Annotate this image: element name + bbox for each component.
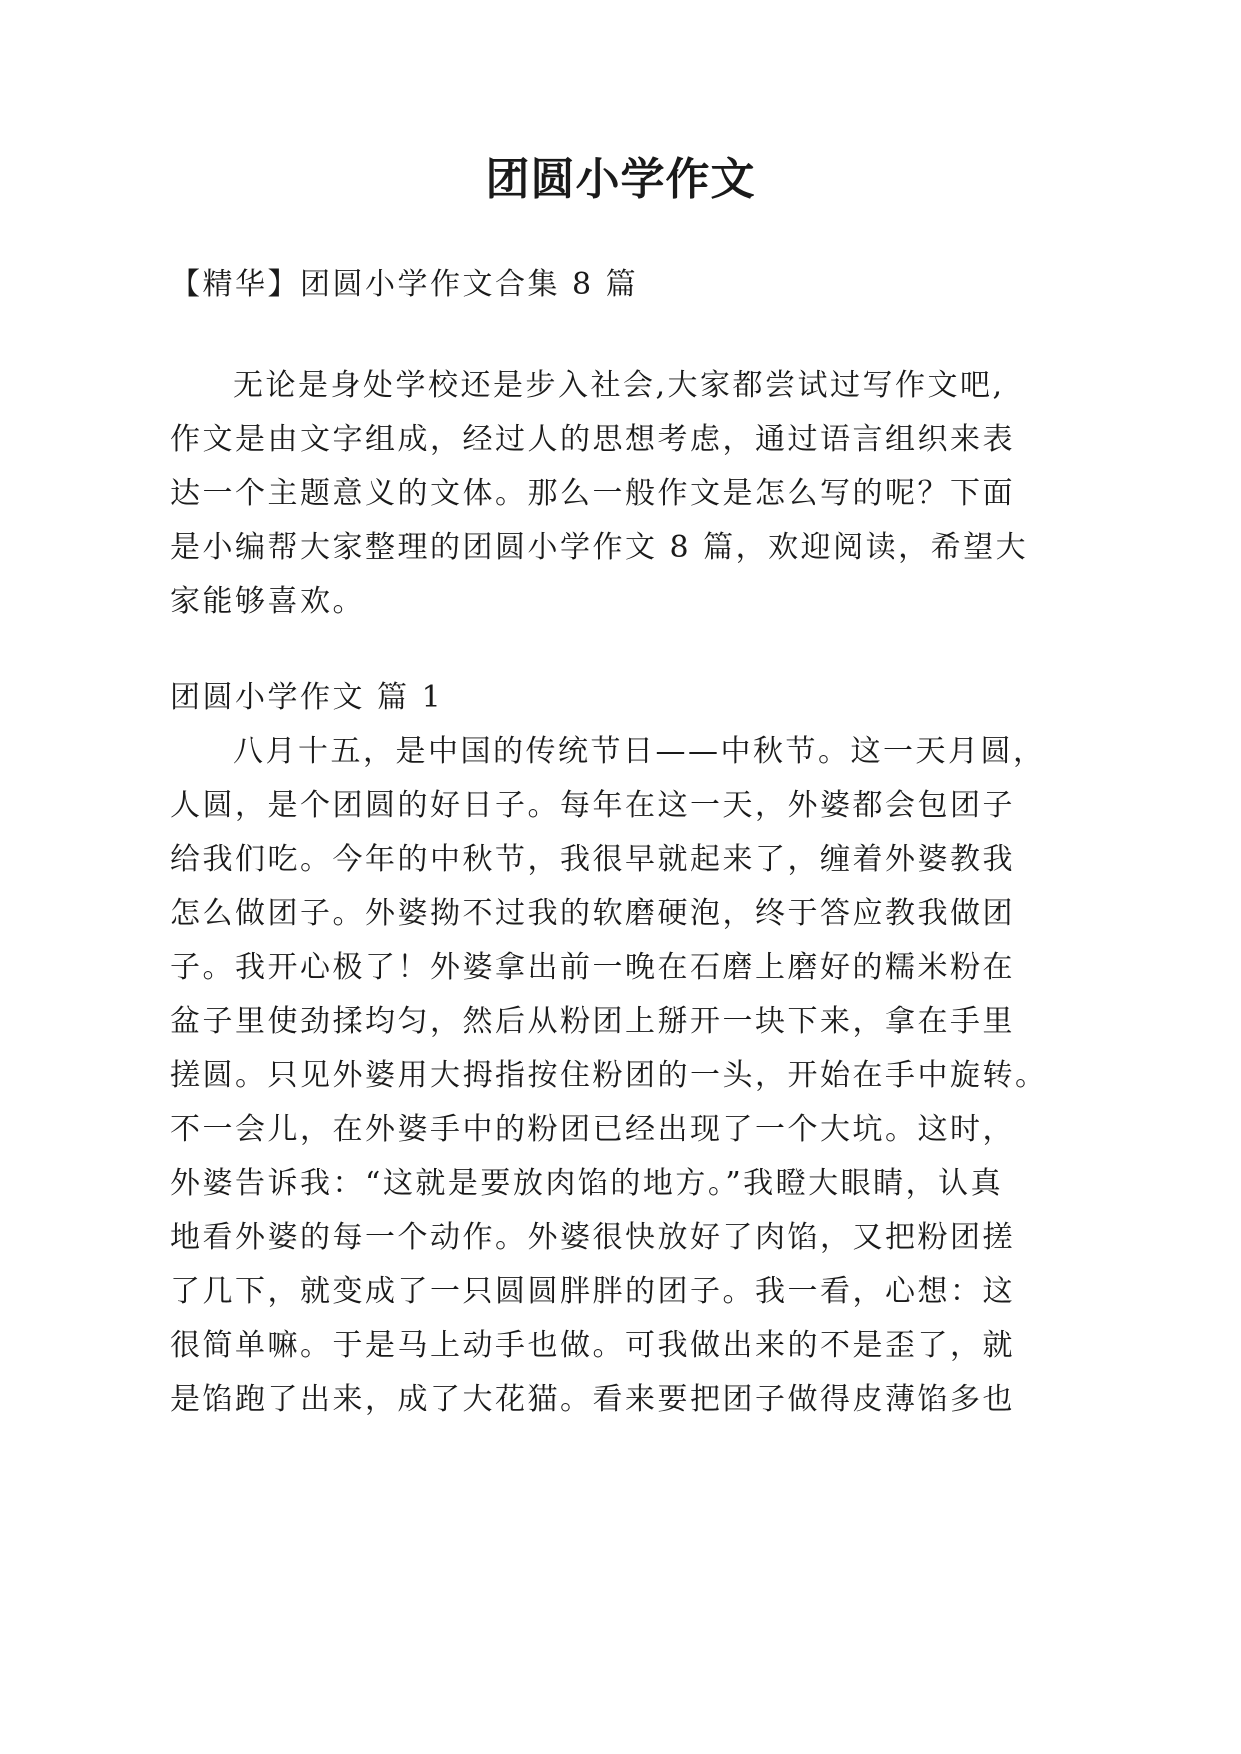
- essay-paragraph-line: 很简单嘛。于是马上动手也做。可我做出来的不是歪了，就: [170, 1328, 1015, 1363]
- essay-paragraph-line: 地看外婆的每一个动作。外婆很快放好了肉馅，又把粉团搓: [170, 1220, 1015, 1255]
- essay-paragraph-line: 怎么做团子。外婆拗不过我的软磨硬泡，终于答应教我做团: [170, 896, 1015, 931]
- essay-paragraph-line: 八月十五，是中国的传统节日——中秋节。这一天月圆，: [233, 734, 1046, 769]
- intro-paragraph-line: 达一个主题意义的文体。那么一般作文是怎么写的呢？下面: [170, 476, 1015, 511]
- essay-paragraph-line: 人圆，是个团圆的好日子。每年在这一天，外婆都会包团子: [170, 788, 1015, 823]
- essay-paragraph-line: 给我们吃。今年的中秋节，我很早就起来了，缠着外婆教我: [170, 842, 1015, 877]
- intro-paragraph-line: 无论是身处学校还是步入社会,大家都尝试过写作文吧,: [233, 368, 1005, 403]
- essay-paragraph-line: 搓圆。只见外婆用大拇指按住粉团的一头，开始在手中旋转。: [170, 1058, 1048, 1093]
- essay-paragraph-line: 子。我开心极了！外婆拿出前一晚在石磨上磨好的糯米粉在: [170, 950, 1015, 985]
- intro-paragraph-line: 是小编帮大家整理的团圆小学作文 8 篇，欢迎阅读，希望大: [170, 530, 1029, 565]
- essay-paragraph-line: 了几下，就变成了一只圆圆胖胖的团子。我一看，心想：这: [170, 1274, 1015, 1309]
- section-heading: 团圆小学作文 篇 1: [170, 680, 444, 715]
- essay-paragraph-line: 不一会儿，在外婆手中的粉团已经出现了一个大坑。这时，: [170, 1112, 1015, 1147]
- intro-paragraph-line: 家能够喜欢。: [170, 584, 365, 619]
- essay-paragraph-line: 外婆告诉我：“这就是要放肉馅的地方。”我瞪大眼睛，认真: [170, 1166, 1004, 1201]
- essay-paragraph-line: 盆子里使劲揉均匀，然后从粉团上掰开一块下来，拿在手里: [170, 1004, 1015, 1039]
- essay-paragraph-line: 是馅跑了出来，成了大花猫。看来要把团子做得皮薄馅多也: [170, 1382, 1015, 1417]
- intro-paragraph-line: 作文是由文字组成，经过人的思想考虑，通过语言组织来表: [170, 422, 1015, 457]
- document-subtitle: 【精华】团圆小学作文合集 8 篇: [170, 267, 639, 302]
- document-title: 团圆小学作文: [485, 154, 756, 205]
